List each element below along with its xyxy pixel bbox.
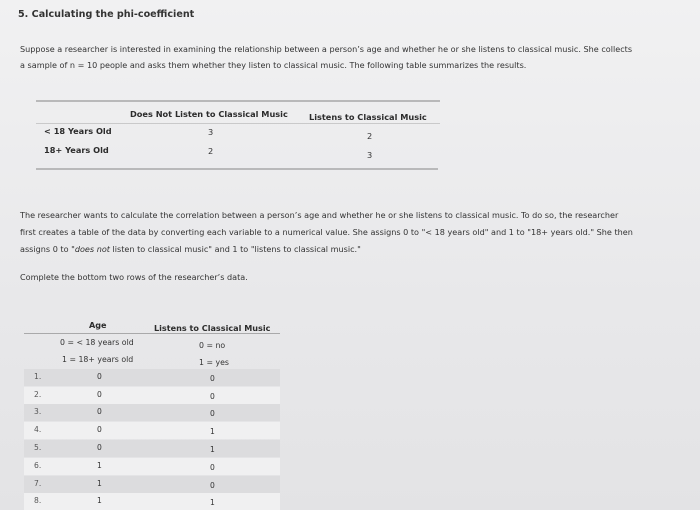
summary-col-header-not-listen: Does Not Listen to Classical Music [130,109,288,119]
instruction-text: Complete the bottom two rows of the researcher’s data. [20,272,248,282]
method-line-3: assigns 0 to "does not listen to classical music" and 1 to "listens to classical music." [20,244,361,254]
summary-bottom-rule [36,168,438,170]
music-code-0: 0 = no [199,341,226,350]
method-paragraph [20,207,680,258]
row-number: 3. [34,407,42,416]
age-cell: 1 [97,496,102,505]
music-cell: 0 [210,463,215,472]
method-line-2: first creates a table of the data by converting each variable to a numerical value. She assigns 0 to "< 18 years old" and 1 to "18+ years old." She then [20,227,633,237]
table-row [24,476,280,493]
music-cell: 0 [210,374,215,383]
summary-cell-under18-listen: 2 [367,131,373,141]
data-header-rule [24,333,280,334]
summary-top-rule [36,100,440,102]
intro-paragraph [20,41,685,73]
row-number: 2. [34,390,42,399]
row-number: 7. [34,479,42,488]
music-column-header: Listens to Classical Music [154,323,271,333]
age-column-header: Age [89,320,107,330]
music-cell: 1 [210,498,215,507]
summary-header-rule [36,123,440,124]
row-number: 5. [34,443,42,452]
table-row [24,440,280,457]
table-row [24,458,280,475]
method-line-1: The researcher wants to calculate the correlation between a person’s age and whether he or she listens to classical music. To do so, the researcher [20,210,619,220]
row-number: 4. [34,425,42,434]
age-code-1: 1 = 18+ years old [62,355,134,364]
row-number: 1. [34,372,42,381]
music-cell: 0 [210,481,215,490]
age-cell: 0 [97,443,102,452]
summary-row-label-18-plus: 18+ Years Old [44,145,109,155]
age-cell: 0 [97,390,102,399]
age-cell: 0 [97,407,102,416]
summary-row-label-under-18: < 18 Years Old [44,126,112,136]
intro-line-2: a sample of n = 10 people and asks them whether they listen to classical music. The following table summarizes the results. [20,60,527,70]
summary-cell-18plus-listen: 3 [367,150,373,160]
table-row [24,404,280,421]
table-row [24,369,280,386]
table-row [24,493,280,510]
age-cell: 0 [97,372,102,381]
intro-line-1: Suppose a researcher is interested in examining the relationship between a person’s age and whether he or she listens to classical music. She collects [20,44,633,54]
summary-col-header-listen: Listens to Classical Music [309,112,427,122]
music-cell: 0 [210,409,215,418]
music-cell: 1 [210,427,215,436]
summary-cell-18plus-not-listen: 2 [208,146,214,156]
music-cell: 1 [210,445,215,454]
row-number: 6. [34,461,42,470]
music-cell: 0 [210,392,215,401]
age-cell: 1 [97,461,102,470]
age-code-0: 0 = < 18 years old [60,338,134,347]
age-cell: 0 [97,425,102,434]
question-title: 5. Calculating the phi-coefficient [18,9,195,20]
age-cell: 1 [97,479,102,488]
music-code-1: 1 = yes [199,358,229,367]
row-number: 8. [34,496,42,505]
table-row [24,387,280,404]
summary-cell-under18-not-listen: 3 [208,127,214,137]
table-row [24,422,280,439]
